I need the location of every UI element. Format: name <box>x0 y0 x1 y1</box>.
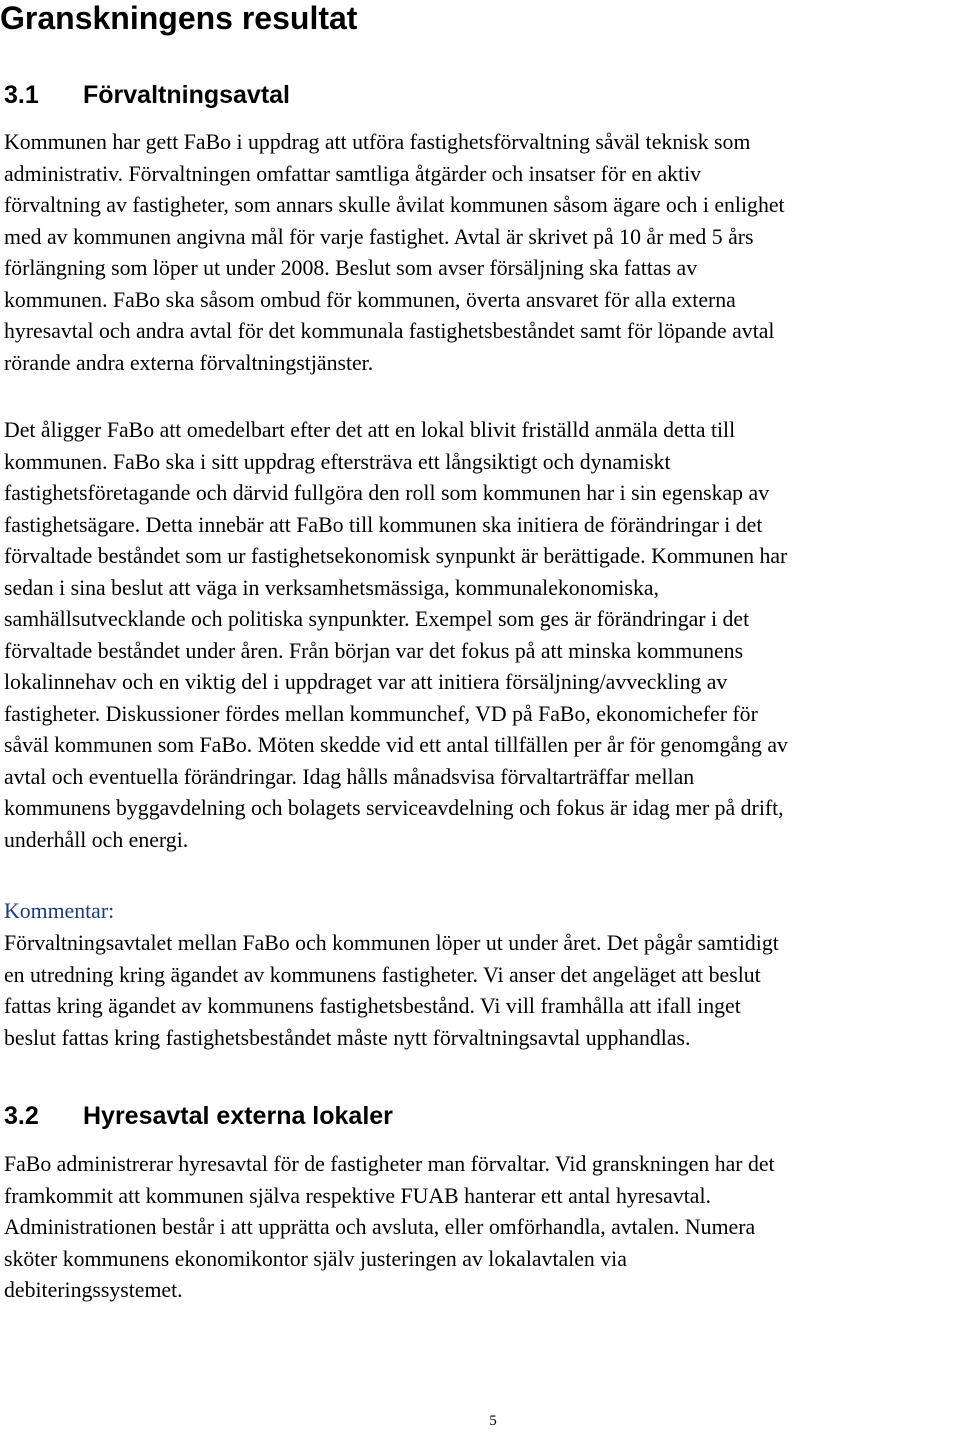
text-line: avtal och eventuella förändringar. Idag hålls månadsvisa förvaltarträffar mellan <box>4 764 695 789</box>
text-line: rörande andra externa förvaltningstjänster. <box>4 350 374 375</box>
section-heading-3-2 <box>4 1101 393 1131</box>
text-line: fastighetsföretagande och därvid fullgöra den roll som kommunen har i sin egenskap av <box>4 481 770 505</box>
section-heading-3-1 <box>4 80 290 110</box>
text-line: debiteringssystemet. <box>4 1278 183 1302</box>
section-number: 3.2 <box>4 1102 39 1130</box>
text-line: fastighetsägare. Detta innebär att FaBo till kommunen ska initiera de förändringar i det <box>4 512 763 537</box>
text-line: Kommunen har gett FaBo i uppdrag att utföra fastighetsförvaltning såväl teknisk som <box>4 130 751 154</box>
section-title: Hyresavtal externa lokaler <box>83 1102 393 1130</box>
section-number: 3.1 <box>4 81 39 109</box>
paragraph <box>4 1149 952 1307</box>
text-line: fastigheter. Diskussioner fördes mellan kommunchef, VD på FaBo, ekonomichefer för <box>4 701 758 726</box>
paragraph <box>4 415 952 856</box>
text-line: förvaltning av fastigheter, som annars skulle åvilat kommunen såsom ägare och i enlighet <box>4 193 785 217</box>
page-heading: Granskningens resultat <box>0 0 358 36</box>
text-line: administrativ. Förvaltningen omfattar samtliga åtgärder och insatser för en aktiv <box>4 161 702 186</box>
text-line: hyresavtal och andra avtal för det kommunala fastighetsbeståndet samt för löpande avtal <box>4 319 775 343</box>
text-line: samhällsutvecklande och politiska synpunkter. Exempel som ges är förändringar i det <box>4 607 750 631</box>
comment-paragraph <box>4 928 952 1054</box>
text-line: sedan i sina beslut att väga in verksamhetsmässiga, kommunalekonomiska, <box>4 575 659 600</box>
text-line: såväl kommunen som FaBo. Möten skedde vid ett antal tillfällen per år för genomgång av <box>4 733 788 757</box>
text-line: förlängning som löper ut under 2008. Beslut som avser försäljning ska fattas av <box>4 256 698 280</box>
section-title: Förvaltningsavtal <box>83 81 290 109</box>
text-line: Det åligger FaBo att omedelbart efter det att en lokal blivit friställd anmäla detta till <box>4 418 736 442</box>
text-line: lokalinnehav och en viktig del i uppdraget var att initiera försäljning/avveckling av <box>4 670 728 694</box>
text-line: underhåll och energi. <box>4 827 189 852</box>
text-line: Administrationen består i att upprätta och avsluta, eller omförhandla, avtalen. Numera <box>4 1215 756 1239</box>
text-line: kommunens byggavdelning och bolagets serviceavdelning och fokus är idag mer på drift, <box>4 796 784 820</box>
text-line: sköter kommunens ekonomikontor själv justeringen av lokalavtalen via <box>4 1246 627 1271</box>
text-line: framkommit att kommunen själva respektive FUAB hanterar ett antal hyresavtal. <box>4 1183 711 1208</box>
text-line: kommunen. FaBo ska i sitt uppdrag eftersträva ett långsiktigt och dynamiskt <box>4 449 671 474</box>
text-line: med av kommunen angivna mål för varje fastighet. Avtal är skrivet på 10 år med 5 års <box>4 224 754 249</box>
text-line: beslut fattas kring fastighetsbeståndet måste nytt förvaltningsavtal upphandlas. <box>4 1025 691 1050</box>
text-line: Förvaltningsavtalet mellan FaBo och kommunen löper ut under året. Det pågår samtidigt <box>4 931 779 955</box>
text-line: en utredning kring ägandet av kommunens fastigheter. Vi anser det angeläget att beslut <box>4 962 761 987</box>
text-line: fattas kring ägandet av kommunens fastighetsbestånd. Vi vill framhålla att ifall inget <box>4 994 741 1018</box>
comment-label: Kommentar: <box>4 899 115 923</box>
text-line: förvaltade beståndet som ur fastighetsekonomisk synpunkt är berättigade. Kommunen har <box>4 544 788 568</box>
text-line: kommunen. FaBo ska såsom ombud för kommunen, överta ansvaret för alla externa <box>4 287 736 312</box>
paragraph <box>4 127 952 379</box>
page-number: 5 <box>489 1413 497 1429</box>
text-line: FaBo administrerar hyresavtal för de fastigheter man förvaltar. Vid granskningen har det <box>4 1152 775 1176</box>
text-line: förvaltade beståndet under åren. Från början var det fokus på att minska kommunens <box>4 638 744 663</box>
